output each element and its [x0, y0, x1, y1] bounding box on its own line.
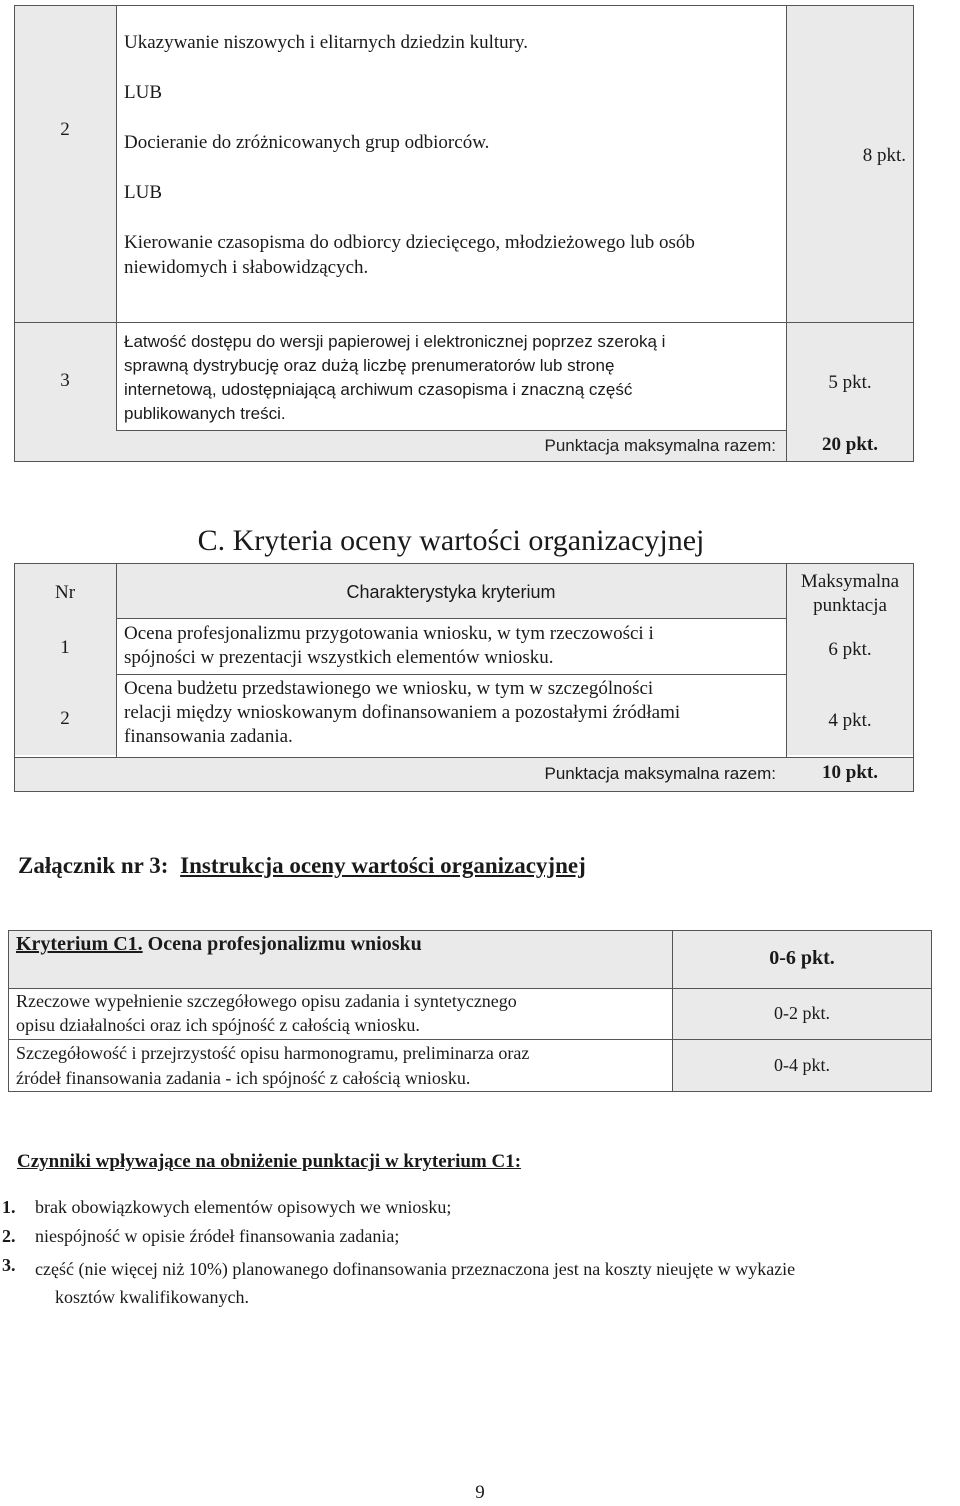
sub-criterion-points: 0-2 pkt.: [774, 1003, 830, 1023]
row-number: 1: [60, 637, 70, 658]
criterion-c1-points: 0-6 pkt.: [769, 947, 835, 969]
page-number: 9: [475, 1482, 485, 1503]
list-item: brak obowiązkowych elementów opisowych we wniosku;: [35, 1197, 452, 1217]
sub-criterion-text: Rzeczowe wypełnienie szczegółowego opisu zadania i syntetycznego opisu działalności oraz ich spójność z całością wniosku.: [16, 991, 517, 1035]
criterion-text: Ocena budżetu przedstawionego we wniosku, w tym w szczególności relacji między wnioskowanym dofinansowaniem a pozostałymi źródłami finansowania zadania.: [124, 678, 681, 747]
row-points: 4 pkt.: [828, 710, 872, 731]
row-number: 2: [60, 708, 70, 729]
row-points: 6 pkt.: [828, 639, 872, 660]
criterion-c1-title: Kryterium C1. Ocena profesjonalizmu wniosku: [16, 933, 422, 955]
total-value: 20 pkt.: [822, 434, 878, 455]
list-number: 2.: [2, 1226, 16, 1246]
annex-heading: Załącznik nr 3: Instrukcja oceny wartości organizacyjnej: [18, 853, 586, 878]
list-number: 3.: [2, 1255, 16, 1275]
criterion-text: Łatwość dostępu do wersji papierowej i elektronicznej poprzez szeroką i sprawną dystrybucję oraz dużą liczbę prenumeratorów lub stronę internetową, udostępniającą archiwum czasopisma i znaczną część publikowanych treści.: [124, 332, 666, 423]
criterion-text: Ocena profesjonalizmu przygotowania wniosku, w tym rzeczowości i spójności w prezentacji wszystkich elementów wniosku.: [124, 623, 654, 668]
header-characteristic: Charakterystyka kryterium: [346, 582, 556, 602]
sub-criterion-points: 0-4 pkt.: [774, 1055, 830, 1075]
header-nr: Nr: [54, 582, 76, 603]
total-label: Punktacja maksymalna razem:: [544, 436, 776, 455]
nr-column-bg: [14, 5, 116, 461]
total-label: Punktacja maksymalna razem:: [544, 764, 776, 783]
list-item: część (nie więcej niż 10%) planowanego dofinansowania przeznaczona jest na koszty nieujęte w wykazie kosztów kwalifikowanych.: [35, 1259, 796, 1307]
list-number: 1.: [2, 1197, 16, 1217]
list-item: niespójność w opisie źródeł finansowania zadania;: [35, 1226, 400, 1246]
row-points: 8 pkt.: [862, 145, 906, 166]
row-number: 3: [60, 370, 70, 391]
sub-criterion-text: Szczegółowość i przejrzystość opisu harmonogramu, preliminarza oraz źródeł finansowania zadania - ich spójność z całością wniosku.: [16, 1043, 530, 1088]
section-title: C. Kryteria oceny wartości organizacyjnej: [197, 524, 705, 557]
criterion-text: Ukazywanie niszowych i elitarnych dziedzin kultury. LUB Docieranie do zróżnicowanych grup odbiorców. LUB Kierowanie czasopisma do odbiorcy dziecięcego, młodzieżowego lub osób niewidomych i słabowidzących.: [124, 32, 695, 278]
total-value: 10 pkt.: [822, 762, 878, 783]
row-points: 5 pkt.: [828, 372, 872, 393]
header-max-points: Maksymalna punktacja: [800, 571, 900, 616]
factors-heading: Czynniki wpływające na obniżenie punktacji w kryterium C1:: [17, 1151, 522, 1172]
row-number: 2: [60, 119, 70, 140]
